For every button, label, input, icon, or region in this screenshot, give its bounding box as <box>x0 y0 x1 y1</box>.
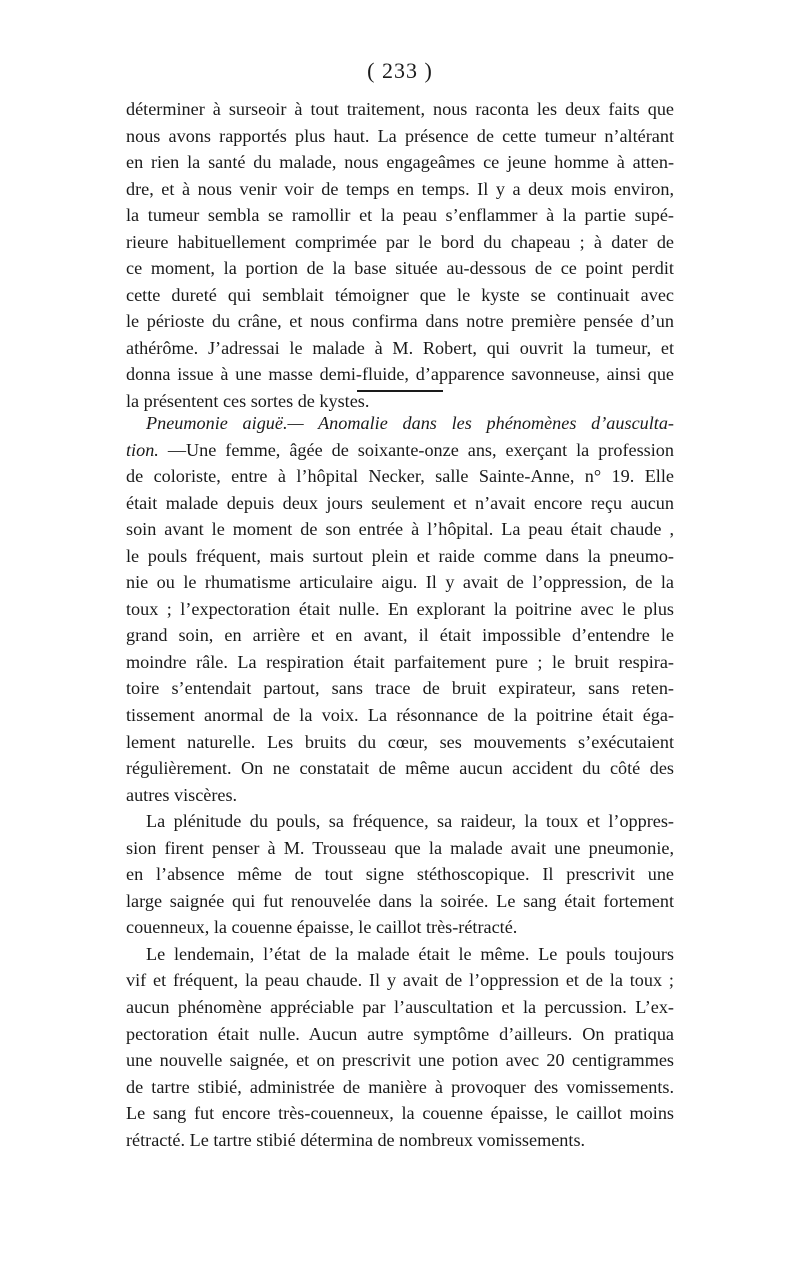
text-line: donna issue à une masse demi-fluide, d’apparence savonneuse, ainsi que <box>126 364 674 385</box>
text-line <box>126 437 674 464</box>
text-line: déterminer à surseoir à tout traitement, nous raconta les deux faits que <box>126 99 674 119</box>
text-line: le pouls fréquent, mais surtout plein et raide comme dans la pneumo- <box>126 545 674 566</box>
text-line: en l’absence même de tout signe stéthoscopique. Il prescrivit une <box>126 864 674 885</box>
text-line: autres viscères. <box>126 784 238 805</box>
text-line: couenneux, la couenne épaisse, le caillot très-rétracté. <box>126 917 518 938</box>
text-line: grand soin, en arrière et en avant, il était impossible d’entendre le <box>126 625 674 646</box>
text-line: cette dureté qui semblait témoigner que le kyste se continuait avec <box>126 284 674 305</box>
text-line: en rien la santé du malade, nous engageâmes ce jeune homme à atten- <box>126 152 674 173</box>
text-line: la présentent ces sortes de kystes. <box>126 391 370 412</box>
section-heading-end: tion. <box>126 439 159 460</box>
text-line: aucun phénomène appréciable par l’auscultation et la percussion. L’ex- <box>126 997 674 1018</box>
text-line: ce moment, la portion de la base située au-dessous de ce point perdit <box>126 258 674 279</box>
text-line: rieure habituellement comprimée par le bord du chapeau ; à dater de <box>126 231 674 252</box>
text-line: de coloriste, entre à l’hôpital Necker, salle Sainte-Anne, n° 19. Elle <box>126 466 674 487</box>
text-line: soin avant le moment de son entrée à l’hôpital. La peau était chaude , <box>126 519 674 540</box>
page-number: ( 233 ) <box>367 58 433 83</box>
text-line: le périoste du crâne, et nous confirma dans notre première pensée d’un <box>126 311 674 332</box>
section-heading: Pneumonie aiguë.— Anomalie dans les phénomènes d’ausculta- <box>146 413 674 433</box>
text-line: toire s’entendait partout, sans trace de bruit expirateur, sans reten- <box>126 678 674 699</box>
section-divider <box>357 390 443 392</box>
text-line: Le lendemain, l’état de la malade était le même. Le pouls toujours <box>146 943 674 964</box>
text-line: de tartre stibié, administrée de manière à provoquer des vomissements. <box>126 1076 674 1097</box>
text-line: large saignée qui fut renouvelée dans la soirée. Le sang était fortement <box>126 890 674 911</box>
text-line: moindre râle. La respiration était parfaitement pure ; le bruit respira- <box>126 651 674 672</box>
case-report-section <box>126 410 674 1153</box>
text-line: Le sang fut encore très-couenneux, la couenne épaisse, le caillot moins <box>126 1103 674 1124</box>
text-line: lement naturelle. Les bruits du cœur, ses mouvements s’exécutaient <box>126 731 674 752</box>
text-line: dre, et à nous venir voir de temps en temps. Il y a deux mois environ, <box>126 178 674 199</box>
text-line: rétracté. Le tartre stibié détermina de nombreux vomissements. <box>126 1129 586 1150</box>
text-line: athérôme. J’adressai le malade à M. Robert, qui ouvrit la tumeur, et <box>126 337 674 358</box>
text-line: toux ; l’expectoration était nulle. En explorant la poitrine avec le plus <box>126 598 674 619</box>
text-line: une nouvelle saignée, et on prescrivit une potion avec 20 centigrammes <box>126 1050 674 1071</box>
text-line: était malade depuis deux jours seulement et n’avait encore reçu aucun <box>126 492 674 513</box>
text-line: sion firent penser à M. Trousseau que la malade avait une pneumonie, <box>126 837 674 858</box>
text-line: régulièrement. On ne constatait de même aucun accident du côté des <box>126 758 674 779</box>
paragraph-continued <box>126 96 674 415</box>
text-run: —Une femme, âgée de soixante-onze ans, exerçant la profession <box>158 439 674 460</box>
text-line: nie ou le rhumatisme articulaire aigu. Il y avait de l’oppression, de la <box>126 572 674 593</box>
text-line: nous avons rapportés plus haut. La présence de cette tumeur n’altérant <box>126 125 674 146</box>
text-line: vif et fréquent, la peau chaude. Il y avait de l’oppression et de la toux ; <box>126 970 674 991</box>
text-line: La plénitude du pouls, sa fréquence, sa raideur, la toux et l’oppres- <box>146 811 674 832</box>
text-line: tissement anormal de la voix. La résonnance de la poitrine était éga- <box>126 705 674 726</box>
text-line: la tumeur sembla se ramollir et la peau s’enflammer à la partie supé- <box>126 205 674 226</box>
text-line: pectoration était nulle. Aucun autre symptôme d’ailleurs. On pratiqua <box>126 1023 674 1044</box>
